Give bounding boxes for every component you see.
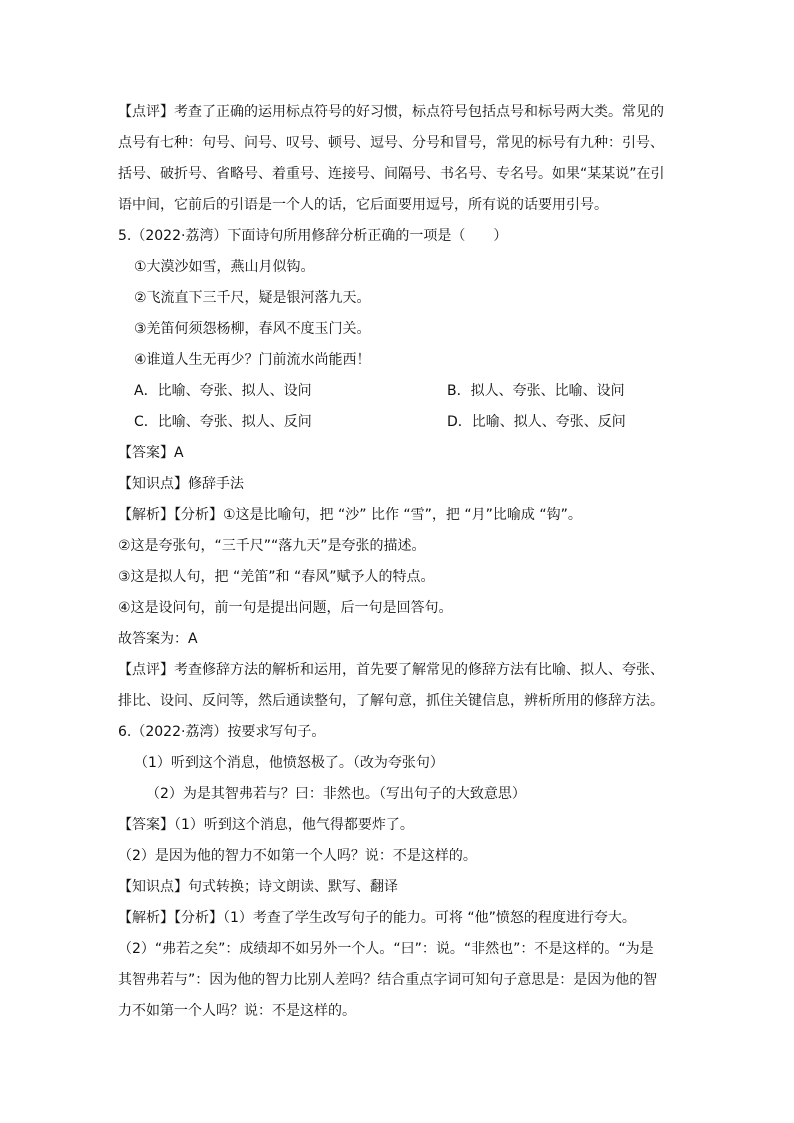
question-6-item-2: （2）为是其智弗若与？曰：非然也。（写出句子的大致意思） [146, 786, 526, 802]
analysis-6-line-3: 其智弗若与”：因为他的智力比别人差吗？结合重点字词可知句子意思是：是因为他的智 [118, 972, 658, 988]
poem-line-1: ①大漠沙如雪，燕山月似钩。 [134, 259, 315, 275]
analysis-6-line-4: 力不如第一个人吗？说：不是这样的。 [118, 1003, 356, 1019]
option-c: C．比喻、夸张、拟人、反问 [134, 414, 312, 430]
final-answer-5: 故答案为：A [118, 631, 198, 647]
question-5-title: 5.（2022·荔湾）下面诗句所用修辞分析正确的一项是（ ） [118, 228, 508, 244]
analysis-5-line-1: 【解析】【分析】①这是比喻句，把 “沙” 比作 “雪”，把 “月”比喻成 “钩”。 [118, 507, 582, 523]
answer-5: 【答案】A [118, 445, 184, 461]
analysis-5-line-3: ③这是拟人句，把 “羌笛”和 “春风”赋予人的特点。 [118, 569, 435, 585]
poem-line-4: ④谁道人生无再少？门前流水尚能西！ [134, 352, 371, 368]
question-6-item-1: （1）听到这个消息，他愤怒极了。（改为夸张句） [134, 755, 444, 771]
option-d: D．比喻、拟人、夸张、反问 [447, 414, 626, 430]
answer-6-line-2: （2）是因为他的智力不如第一个人吗？说：不是这样的。 [118, 848, 477, 864]
comment-5-line-2: 排比、设问、反问等，然后通读整句，了解句意，抓住关键信息，辨析所用的修辞方法。 [118, 693, 664, 709]
option-b: B．拟人、夸张、比喻、设问 [447, 383, 625, 399]
comment-line-3: 括号、破折号、省略号、着重号、连接号、间隔号、书名号、专名号。如果“某某说”在引 [118, 166, 665, 182]
comment-line-2: 点号有七种：句号、问号、叹号、顿号、逗号、分号和冒号，常见的标号有九种：引号、 [118, 135, 664, 151]
knowledge-point-5: 【知识点】修辞手法 [118, 476, 244, 492]
answer-6-line-1: 【答案】（1）听到这个消息，他气得都要炸了。 [118, 817, 414, 833]
analysis-6-line-1: 【解析】【分析】（1）考查了学生改写句子的能力。可将 “他”愤怒的程度进行夸大。 [118, 910, 636, 926]
question-6-title: 6.（2022·荔湾）按要求写句子。 [118, 724, 326, 740]
poem-line-2: ②飞流直下三千尺，疑是银河落九天。 [134, 290, 371, 306]
analysis-5-line-2: ②这是夸张句，“三千尺”“落九天”是夸张的描述。 [118, 538, 426, 554]
comment-5-line-1: 【点评】考查修辞方法的解析和运用，首先要了解常见的修辞方法有比喻、拟人、夸张、 [118, 662, 664, 678]
option-a: A．比喻、夸张、拟人、设问 [134, 383, 312, 399]
analysis-6-line-2: （2）“弗若之矣”：成绩却不如另外一个人。“曰”：说。“非然也”：不是这样的。“为是 [118, 941, 654, 957]
comment-line-4: 语中间，它前后的引语是一个人的话，它后面要用逗号，所有说的话要用引号。 [118, 197, 608, 213]
knowledge-point-6: 【知识点】句式转换；诗文朗读、默写、翻译 [118, 879, 398, 895]
comment-line-1: 【点评】考查了正确的运用标点符号的好习惯，标点符号包括点号和标号两大类。常见的 [118, 104, 664, 120]
poem-line-3: ③羌笛何须怨杨柳，春风不度玉门关。 [134, 321, 371, 337]
analysis-5-line-4: ④这是设问句，前一句是提出问题，后一句是回答句。 [118, 600, 453, 616]
